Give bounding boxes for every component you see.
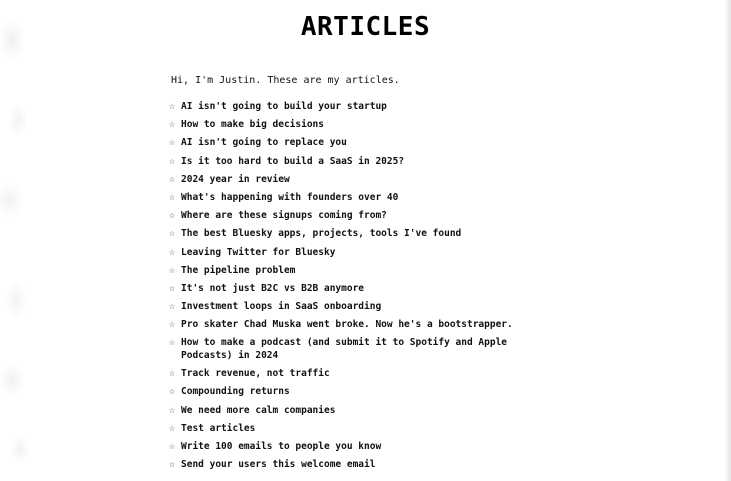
article-link[interactable]: Is it too hard to build a SaaS in 2025? — [181, 155, 405, 167]
article-item — [169, 459, 529, 472]
star-icon: ☆ — [169, 137, 176, 149]
page-title: ARTICLES — [300, 12, 431, 42]
star-icon: ☆ — [169, 368, 176, 380]
article-link[interactable]: How to make big decisions — [181, 119, 324, 131]
star-icon: ☆ — [169, 459, 176, 471]
article-link[interactable]: AI isn't going to build your startup — [181, 101, 387, 112]
article-item — [169, 337, 529, 362]
star-icon: ☆ — [169, 228, 176, 240]
article-link[interactable]: What's happening with founders over 40 — [181, 191, 399, 203]
star-icon: ☆ — [169, 337, 176, 349]
article-link[interactable]: AI isn't going to replace you — [181, 137, 347, 149]
article-item — [169, 192, 529, 205]
article-link[interactable]: Investment loops in SaaS onboarding — [181, 301, 382, 313]
article-item — [169, 156, 529, 169]
article-link[interactable]: Pro skater Chad Muska went broke. Now he's a bootstrapper. — [181, 319, 513, 331]
article-item — [169, 174, 529, 187]
star-icon: ☆ — [169, 319, 176, 331]
star-icon: ☆ — [169, 282, 176, 294]
article-link[interactable]: Test articles — [181, 422, 256, 434]
article-item — [169, 119, 529, 132]
star-icon: ☆ — [169, 101, 176, 112]
star-icon: ☆ — [169, 119, 176, 131]
article-link[interactable]: We need more calm companies — [181, 404, 336, 416]
article-item — [169, 423, 529, 436]
article-link[interactable]: 2024 year in review — [181, 173, 290, 185]
star-icon: ☆ — [169, 301, 176, 313]
article-list — [169, 101, 529, 477]
left-edge-texture — [0, 0, 40, 481]
article-link[interactable]: Compounding returns — [181, 386, 290, 398]
star-icon: ☆ — [169, 191, 176, 203]
article-link[interactable]: Write 100 emails to people you know — [181, 440, 382, 452]
article-link[interactable]: How to make a podcast (and submit it to Spotify and Apple Podcasts) in 2024 — [181, 337, 508, 361]
article-item — [169, 101, 529, 114]
article-link[interactable]: It's not just B2C vs B2B anymore — [181, 282, 365, 294]
article-link[interactable]: Track revenue, not traffic — [181, 368, 330, 380]
star-icon: ☆ — [169, 210, 176, 222]
article-link[interactable]: Where are these signups coming from? — [181, 210, 387, 222]
article-link[interactable]: Send your users this welcome email — [181, 459, 376, 471]
article-item — [169, 137, 529, 150]
star-icon: ☆ — [169, 173, 176, 185]
star-icon: ☆ — [169, 386, 176, 398]
intro-text: Hi, I'm Justin. These are my articles. — [171, 75, 400, 86]
article-link[interactable]: The best Bluesky apps, projects, tools I've found — [181, 228, 462, 240]
star-icon: ☆ — [169, 246, 176, 258]
article-item — [169, 283, 529, 296]
right-edge-shadow — [725, 0, 731, 481]
article-item — [169, 210, 529, 223]
article-item — [169, 301, 529, 314]
article-link[interactable]: The pipeline problem — [181, 264, 296, 276]
star-icon: ☆ — [169, 264, 176, 276]
article-item — [169, 405, 529, 418]
article-item — [169, 319, 529, 332]
article-item — [169, 368, 529, 381]
article-item — [169, 228, 529, 241]
article-item — [169, 441, 529, 454]
article-link[interactable]: Leaving Twitter for Bluesky — [181, 246, 336, 258]
article-item — [169, 386, 529, 399]
star-icon: ☆ — [169, 422, 176, 434]
star-icon: ☆ — [169, 155, 176, 167]
article-item — [169, 265, 529, 278]
article-item — [169, 247, 529, 260]
star-icon: ☆ — [169, 404, 176, 416]
star-icon: ☆ — [169, 440, 176, 452]
